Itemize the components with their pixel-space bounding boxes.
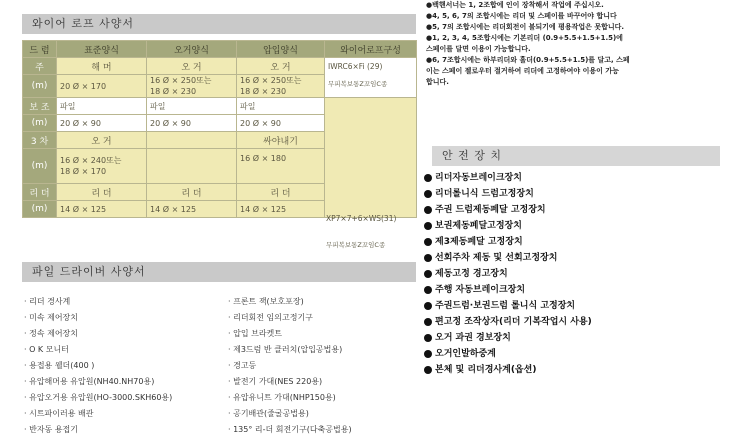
row-label: (m): [23, 201, 57, 218]
cell: 14 Ø × 125: [237, 201, 325, 218]
safety-item: [424, 202, 740, 218]
header-drum: 드 럼: [23, 41, 57, 58]
note-item: [426, 0, 738, 11]
list-item-text: · 용접용 웰더(400 ): [24, 361, 95, 370]
safety-item-text: 선회주차 제동 및 선회고정장치: [435, 253, 558, 263]
row-label: (m): [23, 149, 57, 184]
safety-item-text: 오거 과권 경보장치: [435, 333, 511, 343]
list-item-text: · 경고등: [228, 361, 257, 370]
bullet-icon: [424, 334, 432, 342]
safety-item: [424, 298, 740, 314]
note-item-text: ●1, 2, 3, 4, 5조합시에는 기본리더 (0.9+5.5+1.5+1.5)에: [426, 34, 623, 42]
row-label: 3 차: [23, 132, 57, 149]
cell: 리 더: [237, 184, 325, 201]
bullet-icon: [424, 174, 432, 182]
list-item-text: · 유압유니트 가대(NHP150용): [228, 393, 336, 402]
safety-item-text: 제3제동페달 고정장치: [435, 237, 523, 247]
list-item: [228, 310, 423, 326]
rope-spec-leader-note: 무피복보통Z꼬임C종: [326, 241, 386, 249]
note-item: [426, 22, 738, 33]
safety-item: [424, 266, 740, 282]
cell: 16 Ø × 180: [237, 149, 325, 184]
list-item: [24, 422, 224, 438]
table-header-row: [23, 41, 417, 58]
safety-item: [424, 314, 740, 330]
list-item: [228, 294, 423, 310]
bullet-icon: [424, 270, 432, 278]
note-item: [426, 44, 738, 55]
list-item: [24, 390, 224, 406]
cell: 오 거: [57, 132, 147, 149]
cell-line: 16 Ø × 240또는: [60, 156, 122, 165]
cell: 파일: [57, 98, 147, 115]
note-item-text: 이는 스페이 젤로우터 절거하여 리더에 고정하여야 이용이 가능: [426, 67, 619, 75]
bullet-icon: [424, 206, 432, 214]
safety-item: [424, 282, 740, 298]
list-item: [24, 310, 224, 326]
safety-item-text: 리더자동브레이크장치: [435, 173, 522, 183]
list-item: [228, 326, 423, 342]
note-item: [426, 66, 738, 77]
note-item-text: ●4, 5, 6, 7의 조합시에는 리더 및 스페이를 바꾸어야 합니다: [426, 12, 617, 20]
list-item: [228, 422, 423, 438]
safety-item-text: 제동고정 경고장치: [435, 269, 508, 279]
bullet-icon: [424, 286, 432, 294]
note-item: [426, 11, 738, 22]
safety-item: [424, 170, 740, 186]
safety-item-text: 주권 드럼제동페달 고정장치: [435, 205, 546, 215]
cell-empty: [325, 98, 417, 218]
list-item-text: · 정속 제어장치: [24, 329, 78, 338]
safety-item-text: 본체 및 리더경사계(옵션): [435, 365, 537, 375]
bullet-icon: [424, 366, 432, 374]
list-item-text: · 유압오거용 유압원(HO-3000.SKH60용): [24, 393, 173, 402]
cell: 14 Ø × 125: [147, 201, 237, 218]
note-item-text: 스페이를 달면 이용이 가능합니다.: [426, 45, 531, 53]
cell: 14 Ø × 125: [57, 201, 147, 218]
bullet-icon: [424, 318, 432, 326]
list-item-text: · 프론트 잭(보호포장): [228, 297, 304, 306]
list-item: [228, 390, 423, 406]
cell-rope-main: [325, 58, 417, 98]
list-item: [24, 406, 224, 422]
safety-item-text: 주행 자동브레이크장치: [435, 285, 526, 295]
cell-line: 16 Ø × 250또는: [150, 76, 212, 85]
list-item-text: · 리더 경사계: [24, 297, 71, 306]
list-item: [24, 294, 224, 310]
rope-spec-table: [22, 40, 417, 218]
list-item: [228, 406, 423, 422]
row-label: 주: [23, 58, 57, 75]
bullet-icon: [424, 302, 432, 310]
list-item: [228, 374, 423, 390]
safety-item-text: 주권드럼·보권드럼 롤니식 고정장치: [435, 301, 576, 311]
cell-line: 18 Ø × 230: [240, 87, 287, 96]
row-label: 리 더: [23, 184, 57, 201]
pile-options-right: [228, 294, 423, 438]
header-press: 압입양식: [237, 41, 325, 58]
list-item-text: · 135° 리-더 회전기구(다축공법용): [228, 425, 352, 434]
cell: 20 Ø × 90: [57, 115, 147, 132]
cell: [57, 149, 147, 184]
cell: 20 Ø × 170: [57, 75, 147, 98]
safety-item: [424, 186, 740, 202]
notes-list: [426, 0, 738, 88]
table-row: [23, 58, 417, 75]
table-row: [23, 98, 417, 115]
safety-item-text: 리더롤니식 드럼고정장치: [435, 189, 534, 199]
list-item: [24, 326, 224, 342]
cell-line: 18 Ø × 230: [150, 87, 197, 96]
cell: 리 더: [147, 184, 237, 201]
list-item-text: · 시트파이러용 배관: [24, 409, 94, 418]
safety-item-text: 보권제동페달고정장치: [435, 221, 522, 231]
safety-title: 안 전 장 치: [432, 146, 720, 166]
rope-spec-leader: XP7×7+6×WS(31): [326, 214, 397, 223]
note-item-text: ●6, 7조합시에는 하부리더와 흘더(0.9+5.5+1.5)를 달고, 스페: [426, 56, 630, 64]
list-item: [24, 342, 224, 358]
note-item: [426, 33, 738, 44]
rope-spec-note: 무피복보통Z꼬임C종: [328, 80, 388, 88]
cell: 20 Ø × 90: [147, 115, 237, 132]
safety-item: [424, 362, 740, 378]
cell-line: 18 Ø × 170: [60, 167, 107, 176]
list-item-text: · 리더회전 임의고정기구: [228, 313, 313, 322]
bullet-icon: [424, 350, 432, 358]
cell: 오 거: [237, 58, 325, 75]
bullet-icon: [424, 222, 432, 230]
cell-empty: [147, 132, 237, 149]
cell: [147, 75, 237, 98]
cell: 파일: [237, 98, 325, 115]
list-item-text: · 미속 제어장치: [24, 313, 78, 322]
list-item: [228, 342, 423, 358]
list-item-text: · 발전기 가대(NES 220용): [228, 377, 323, 386]
cell: 20 Ø × 90: [237, 115, 325, 132]
list-item: [228, 358, 423, 374]
safety-item-text: 오거인발하중계: [435, 349, 496, 359]
pile-driver-title: 파일 드라이버 사양서: [22, 262, 416, 282]
cell: 싸야내기: [237, 132, 325, 149]
rope-spec: IWRC6×Fi (29): [328, 62, 383, 71]
safety-item-text: 편고정 조작상자(리더 기복작업시 사용): [435, 317, 592, 327]
list-item-text: · 제3드럼 반 클러치(압입공법용): [228, 345, 343, 354]
note-item-text: ●백핸서너는 1, 2조합에 인이 장착해서 작업에 주십시오.: [426, 1, 604, 9]
note-item-text: ●5, 7의 조합시에는 리더회전이 불되기에 평용작업은 못합니다.: [426, 23, 625, 31]
row-label: (m): [23, 115, 57, 132]
safety-item: [424, 250, 740, 266]
note-item: [426, 55, 738, 66]
cell: 오 거: [147, 58, 237, 75]
header-standard: 표준양식: [57, 41, 147, 58]
cell-line: 16 Ø × 250또는: [240, 76, 302, 85]
bullet-icon: [424, 238, 432, 246]
row-label: 보 조: [23, 98, 57, 115]
note-item: [426, 77, 738, 88]
cell-empty: [147, 149, 237, 184]
cell: 파일: [147, 98, 237, 115]
list-item-text: · 반자동 용접기: [24, 425, 78, 434]
safety-list: [424, 170, 740, 378]
cell: [237, 75, 325, 98]
pile-options-left: [24, 294, 224, 438]
safety-item: [424, 218, 740, 234]
bullet-icon: [424, 254, 432, 262]
safety-item: [424, 330, 740, 346]
list-item: [24, 374, 224, 390]
header-rope: 와이어로프구성: [325, 41, 417, 58]
list-item: [24, 358, 224, 374]
safety-item: [424, 346, 740, 362]
cell: 해 머: [57, 58, 147, 75]
list-item-text: · 공기배관(줄굴공법용): [228, 409, 309, 418]
list-item-text: · O K 모니터: [24, 345, 69, 354]
cell: 리 더: [57, 184, 147, 201]
rope-spec-title: 와이어 로프 사양서: [22, 14, 416, 34]
bullet-icon: [424, 190, 432, 198]
header-auger: 오거양식: [147, 41, 237, 58]
safety-item: [424, 234, 740, 250]
note-item-text: 합니다.: [426, 78, 449, 86]
row-label: (m): [23, 75, 57, 98]
list-item-text: · 압입 브라켓트: [228, 329, 282, 338]
list-item-text: · 유압해머용 유압원(NH40.NH70용): [24, 377, 155, 386]
